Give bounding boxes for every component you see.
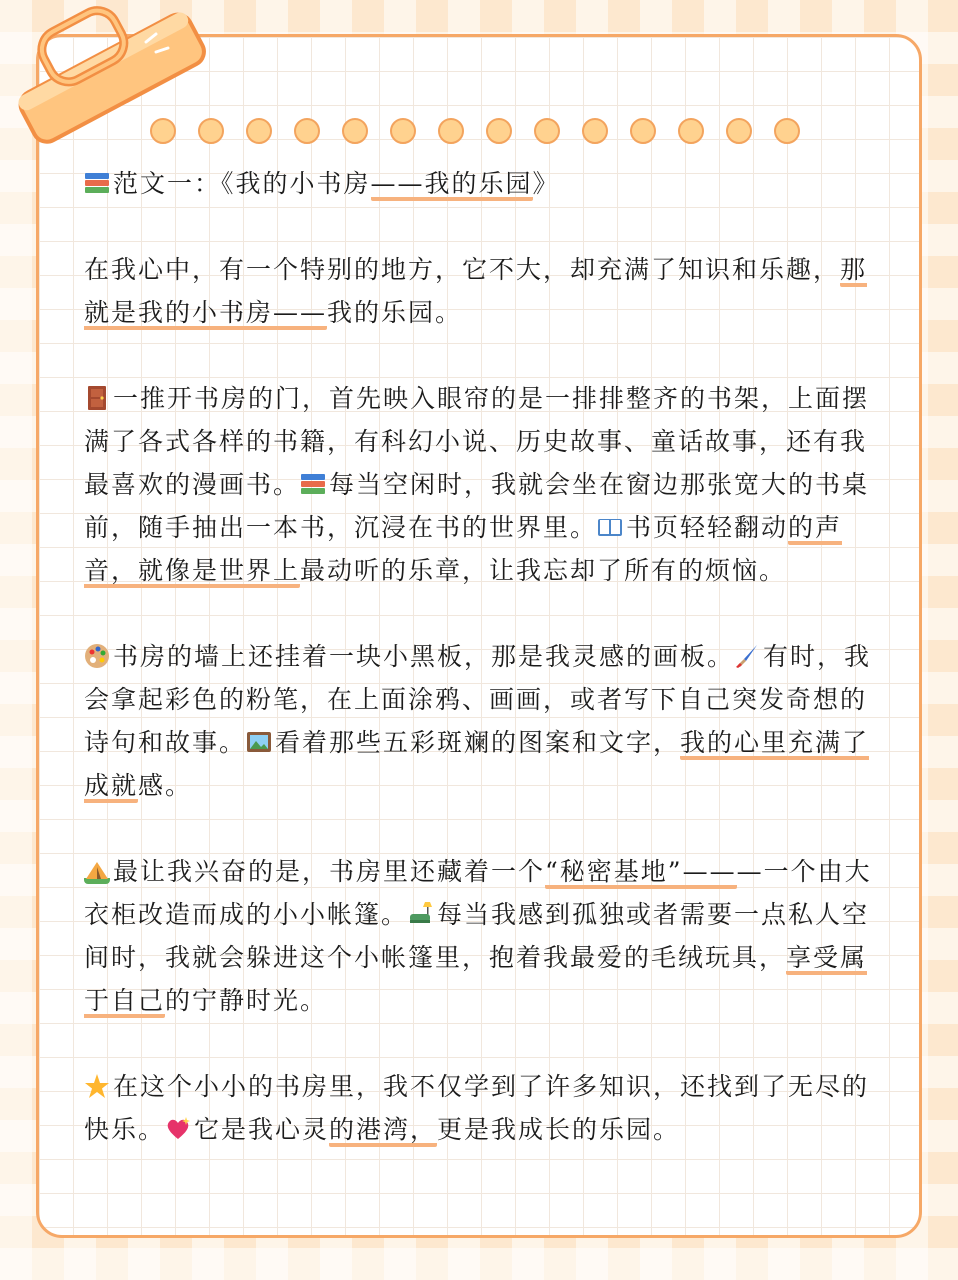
paragraph-text: 书页轻轻翻动 [626,513,789,542]
paragraph-text: 一推开书房的门，首先映入眼帘的是一排排整齐的书架，上面摆满了各式各样的书籍，有科幻小说、历史故事、童话故事，还有我最喜欢的漫画书。 [84,384,870,499]
paragraph-text: 它是我心灵 [194,1115,330,1144]
sparkling-heart-icon [165,1116,191,1142]
binding-rings [150,118,800,144]
ring-hole [198,118,224,144]
title-text-end: 》 [532,169,560,198]
ring-hole [534,118,560,144]
books-icon [84,170,110,196]
paragraph-text: 更是我成长的乐园。 [437,1115,681,1144]
open-book-icon [597,514,623,540]
paragraph-text: 每当我感到孤独或者需要一点私人空间时，我就会躲进这个小帐篷里，抱着我最爱的毛绒玩具， [84,900,870,972]
title-text: 范文一：《我的小书房 [113,169,371,198]
ring-hole [294,118,320,144]
highlight-text: “秘密基地”—— [545,857,737,889]
highlight-text: 享受属于自己 [84,943,867,1018]
paragraph-text: 书房的墙上还挂着一块小黑板，那是我灵感的画板。 [113,642,735,671]
paragraph-text: 有时，我会拿起彩色的粉笔，在上面涂鸦、画画，或者写下自己突发奇想的诗句和故事。 [84,642,872,757]
ring-hole [246,118,272,144]
paragraph-text: 在我心中，有一个特别的地方，它不大，却充满了知识和乐趣， [84,255,841,284]
highlight-text: 我的心里充满了成就 [84,728,869,803]
ring-hole [486,118,512,144]
paragraph-intro [84,248,874,334]
framed-picture-icon [246,729,272,755]
couch-lamp-icon [408,901,434,927]
paragraph-text: 最让我兴奋的是，书房里还藏着一个 [113,857,546,886]
ring-hole [582,118,608,144]
paragraph-text: 在这个小小的书房里，我不仅学到了许多知识，还找到了无尽的快乐。 [84,1072,870,1144]
ring-hole [150,118,176,144]
ring-hole [342,118,368,144]
door-icon [84,385,110,411]
paragraph-bookshelf [84,377,874,592]
paragraph-text: 我的乐园。 [327,298,463,327]
highlight-text: 的港湾， [329,1115,437,1147]
glowing-star-icon [84,1073,110,1099]
paragraph-text: 感。 [138,771,193,800]
title-highlight: ——我的乐园 [371,169,533,201]
paintbrush-icon [734,643,760,669]
highlight-text: 的声音，就像是世界上 [84,513,842,588]
paragraph-text: 的宁静时光。 [165,986,328,1015]
essay-title [84,162,874,205]
ring-hole [678,118,704,144]
palette-icon [84,643,110,669]
camping-tent-icon [84,858,110,884]
ring-hole [726,118,752,144]
books-icon [300,471,326,497]
paragraph-text: 每当空闲时，我就会坐在窗边那张宽大的书桌前，随手抽出一本书，沉浸在书的世界里。 [84,470,870,542]
ring-hole [774,118,800,144]
ring-hole [630,118,656,144]
paragraph-text: —一个由大衣柜改造而成的小小帐篷。 [84,857,872,929]
paragraph-blackboard [84,635,874,807]
highlight-text: 那就是我的小书房—— [84,255,867,330]
essay-content [84,162,874,1194]
paragraph-text: 最动听的乐章，让我忘却了所有的烦恼。 [300,556,787,585]
ring-hole [438,118,464,144]
paragraph-conclusion [84,1065,874,1151]
paragraph-text: 看着那些五彩斑斓的图案和文字， [275,728,681,757]
ring-hole [390,118,416,144]
paragraph-secret-base [84,850,874,1022]
